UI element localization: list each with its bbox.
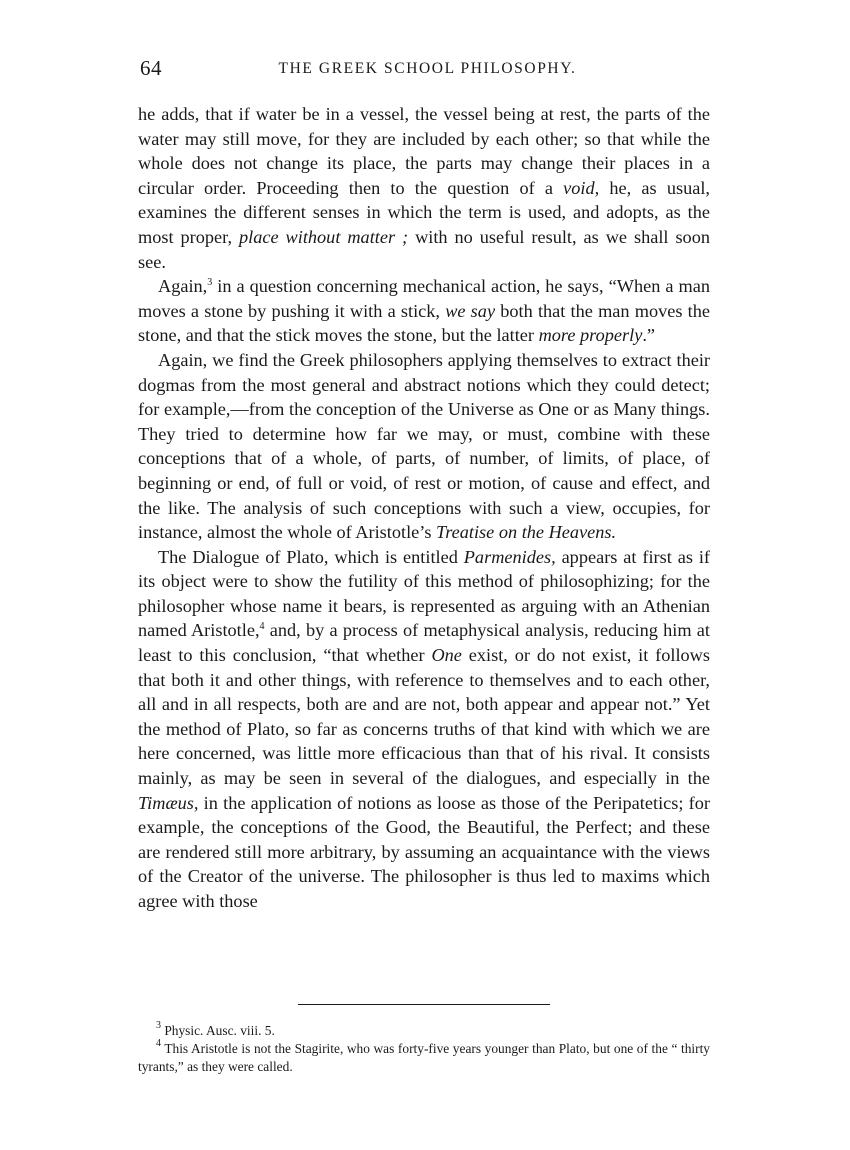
text-run: he, as usual, examines the different senses in which the term is used, and adopts, as the most proper, <box>138 177 710 247</box>
footnote-divider <box>298 1004 550 1005</box>
footnote-3 <box>138 1022 710 1040</box>
page-header <box>140 56 715 86</box>
footnote-mark: 3 <box>156 1020 161 1031</box>
paragraph-1 <box>138 102 710 274</box>
text-run: .” <box>642 325 656 346</box>
text-run: The Dialogue of Plato, which is entitled <box>158 546 464 567</box>
text-run: in the application of notions as loose as those of the Peripatetics; for example, the conceptions of the Good, the Beautiful, the Perfect; and these are rendered still more arbitrary, by assuming an acquaintance with the views of the Creator of the universe. The philosopher is thus led to maxims which agree with those <box>138 792 710 911</box>
text-run: appears at first as if its object were to show the futility of this method of philosophizing; for the philosopher whose name it bears, is represented as arguing with an Athenian named Aristotle, <box>138 546 711 641</box>
italic-run: void, <box>563 177 600 198</box>
footnote-text: This Aristotle is not the Stagirite, who was forty-five years younger than Plato, but one of the “ thirty tyrants,” as they were called. <box>138 1041 710 1074</box>
text-run: both that the man moves the stone, and that the stick moves the stone, but the latter <box>138 300 710 346</box>
text-run: with no useful result, as we shall soon see. <box>138 226 710 272</box>
italic-run: place without matter ; <box>239 226 409 247</box>
italic-run: Treatise on the Heavens. <box>436 522 617 543</box>
footnote-mark: 4 <box>156 1038 161 1049</box>
footnote-4 <box>138 1040 710 1076</box>
italic-run: we say <box>445 300 496 321</box>
italic-run: Timæus, <box>138 792 199 813</box>
paragraph-2 <box>138 274 710 348</box>
page-number: 64 <box>140 56 162 80</box>
paragraph-4 <box>138 545 710 914</box>
italic-run: more properly <box>538 325 643 346</box>
text-run: Again, we find the Greek philosophers applying themselves to extract their dogmas from the most general and abstract notions which they could detect; for example,—from the conception of the Universe as One or as Many things. They tried to determine how far we may, or must, combine with these conceptions that of a whole, of parts, of number, of limits, of place, of beginning or end, of full or void, of rest or motion, of cause and effect, and the like. The analysis of such conceptions with such a view, occupies, for instance, almost the whole of Aristotle’s <box>138 349 710 543</box>
footnotes <box>138 1022 710 1076</box>
body-text <box>138 102 710 914</box>
text-run: Again, <box>158 276 208 297</box>
footnote-ref-4[interactable]: 4 <box>259 621 265 633</box>
text-run: in a question concerning mechanical action, he says, “When a man moves a stone by pushing it with a stick, <box>138 276 710 321</box>
text-run: exist, or do not exist, it follows that both it and other things, with reference to themselves and to each other, all and in all respects, both are and are not, both appear and appear not.” Yet the method of Plato, so far as concerns truths of that kind with which we are here concerned, was little more efficacious than that of his rival. It consists mainly, as may be seen in several of the dialogues, and especially in the <box>138 645 710 789</box>
running-title: THE GREEK SCHOOL PHILOSOPHY. <box>278 60 577 77</box>
text-run: he adds, that if water be in a vessel, the vessel being at rest, the parts of the water may still move, for they are included by each other; so that while the whole does not change its place, the parts may change their places in a circular order. Proceeding then to the question of a <box>138 104 710 198</box>
footnote-text: Physic. Ausc. viii. 5. <box>161 1023 275 1038</box>
text-run: and, by a process of metaphysical analysis, reducing him at least to this conclusion, “that whether <box>138 620 710 666</box>
italic-run: One <box>431 645 462 666</box>
footnote-ref-3[interactable]: 3 <box>207 277 213 289</box>
italic-run: Parmenides, <box>463 546 556 567</box>
paragraph-3 <box>138 348 710 545</box>
